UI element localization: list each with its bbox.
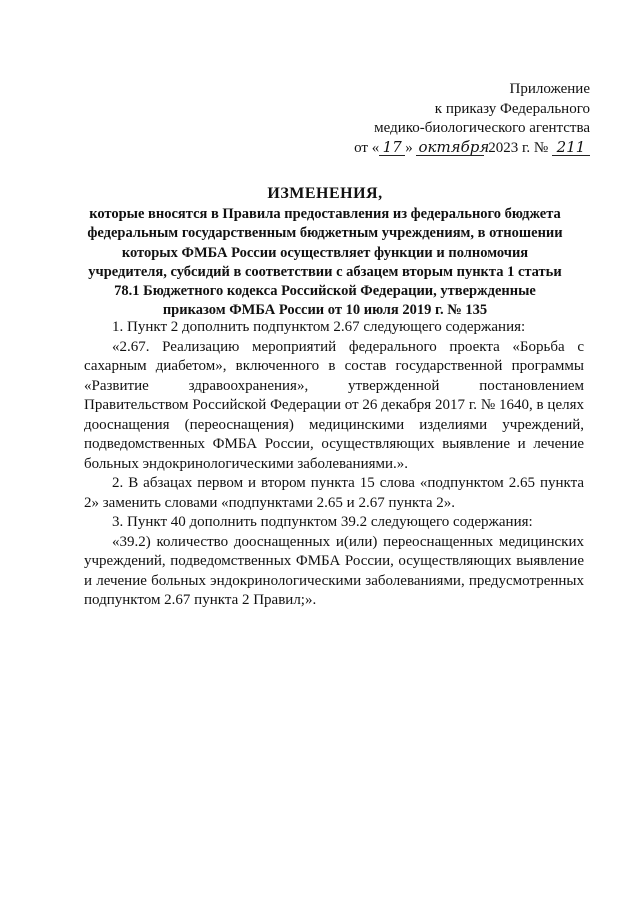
handwritten-order-number: 211 — [552, 140, 590, 156]
paragraph-quote-2-67: «2.67. Реализацию мероприятий федерального проекта «Борьба с сахарным диабетом», включенного в состав государственной программы «Развитие здравоохранения», утвержденной постановлением Правительством Российской Федерации от 26 декабря 2017 г. № 1640, в целях дооснащения (переоснащения) медицинскими изделиями учреждений, подведомственных ФМБА России, осуществляющих выявление и лечение больных эндокринологическими заболеваниями.». — [84, 338, 584, 472]
appendix-header — [330, 80, 590, 158]
title-main: ИЗМЕНЕНИЯ, — [267, 185, 383, 202]
paragraph-item-1: 1. Пункт 2 дополнить подпунктом 2.67 следующего содержания: — [112, 319, 526, 335]
document-title — [60, 183, 590, 321]
title-line: 78.1 Бюджетного кодекса Российской Федерации, утвержденные — [114, 283, 536, 300]
title-line: приказом ФМБА России от 10 июля 2019 г. № 135 — [162, 302, 488, 319]
title-subtitle — [60, 205, 590, 321]
title-line: учредителя, субсидий в соответствии с абзацем вторым пункта 1 статьи — [88, 263, 562, 280]
paragraph-item-3: 3. Пункт 40 дополнить подпунктом 39.2 следующего содержания: — [112, 514, 533, 530]
date-prefix: от « — [354, 139, 380, 156]
handwritten-day: 17 — [379, 140, 405, 156]
order-reference: к приказу Федерального — [434, 100, 590, 117]
title-line: федеральным государственным бюджетным учреждениям, в отношении — [87, 225, 563, 242]
paragraph-item-2: 2. В абзацах первом и втором пункта 15 слова «подпунктом 2.65 пункта 2» заменить словами «подпунктами 2.65 и 2.67 пункта 2». — [84, 475, 584, 511]
title-line: которых ФМБА России осуществляет функции и полномочия — [121, 244, 529, 261]
title-line: которые вносятся в Правила предоставления из федерального бюджета — [89, 206, 561, 222]
order-date-line — [330, 139, 590, 159]
year-and-number-label: 2023 г. № — [488, 139, 549, 156]
document-body — [84, 318, 584, 611]
handwritten-month: октября — [418, 137, 490, 156]
appendix-label: Приложение — [509, 81, 590, 97]
agency-name: медико-биологического агентства — [374, 120, 590, 136]
date-mid: » — [405, 139, 413, 156]
paragraph-quote-39-2: «39.2) количество дооснащенных и(или) переоснащенных медицинских учреждений, подведомственных ФМБА России, осуществляющих выявление и лечение больных эндокринологическими заболеваниями, предусмотренных подпунктом 2.67 пункта 2 Правил;». — [84, 533, 584, 608]
